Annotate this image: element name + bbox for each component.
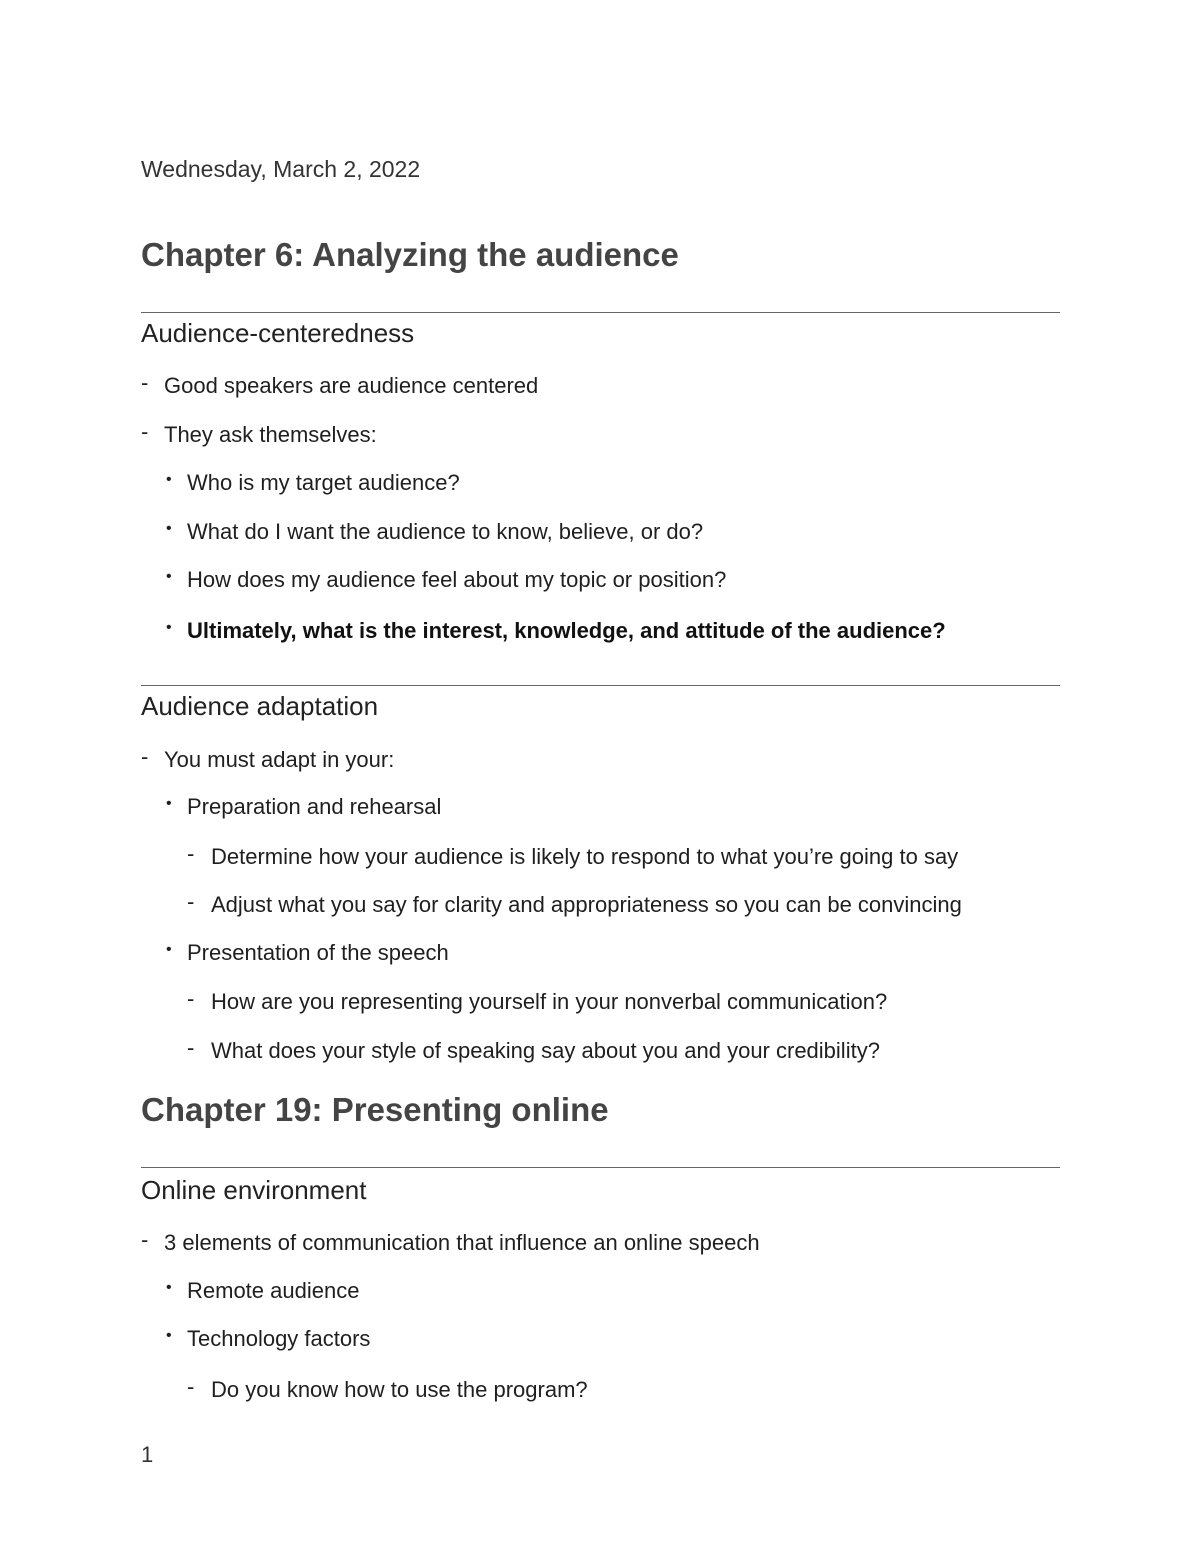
divider [141, 1167, 1060, 1168]
divider [141, 312, 1060, 313]
list-item: How are you representing yourself in your nonverbal communication? [211, 989, 888, 1014]
dash-marker: - [141, 370, 149, 395]
bullet-marker: • [166, 520, 172, 537]
list-item: Technology factors [187, 1326, 371, 1351]
section-heading-online-environment: Online environment [141, 1175, 367, 1205]
dash-marker: - [187, 889, 195, 914]
dash-marker: - [141, 744, 149, 769]
dash-marker: - [141, 419, 149, 444]
list-item-emphasis: Ultimately, what is the interest, knowledge, and attitude of the audience? [187, 618, 946, 643]
list-item: Do you know how to use the program? [211, 1377, 588, 1402]
list-item: 3 elements of communication that influence an online speech [164, 1230, 760, 1255]
dash-marker: - [141, 1227, 149, 1252]
list-item: Good speakers are audience centered [164, 373, 539, 398]
section-heading-audience-adaptation: Audience adaptation [141, 691, 379, 721]
list-item: Preparation and rehearsal [187, 794, 442, 819]
list-item: They ask themselves: [164, 422, 377, 447]
dash-marker: - [187, 986, 195, 1011]
list-item: Remote audience [187, 1278, 360, 1303]
bullet-marker: • [166, 619, 172, 636]
bullet-marker: • [166, 1327, 172, 1344]
list-item: How does my audience feel about my topic or position? [187, 567, 727, 592]
list-item: You must adapt in your: [164, 747, 395, 772]
list-item: Adjust what you say for clarity and appropriateness so you can be convincing [211, 892, 962, 917]
bullet-marker: • [166, 568, 172, 585]
page-number: 1 [141, 1442, 154, 1467]
list-item: Determine how your audience is likely to respond to what you’re going to say [211, 844, 959, 869]
bullet-marker: • [166, 795, 172, 812]
dash-marker: - [187, 1035, 195, 1060]
document-date: Wednesday, March 2, 2022 [141, 156, 421, 182]
divider [141, 685, 1060, 686]
chapter-19-title: Chapter 19: Presenting online [141, 1091, 609, 1128]
list-item: Who is my target audience? [187, 470, 460, 495]
list-item: What do I want the audience to know, believe, or do? [187, 519, 704, 544]
dash-marker: - [187, 1374, 195, 1399]
chapter-6-title: Chapter 6: Analyzing the audience [141, 236, 679, 273]
list-item: Presentation of the speech [187, 940, 449, 965]
bullet-marker: • [166, 471, 172, 488]
bullet-marker: • [166, 941, 172, 958]
list-item: What does your style of speaking say about you and your credibility? [211, 1038, 880, 1063]
dash-marker: - [187, 841, 195, 866]
section-heading-audience-centeredness: Audience-centeredness [141, 318, 415, 348]
bullet-marker: • [166, 1279, 172, 1296]
